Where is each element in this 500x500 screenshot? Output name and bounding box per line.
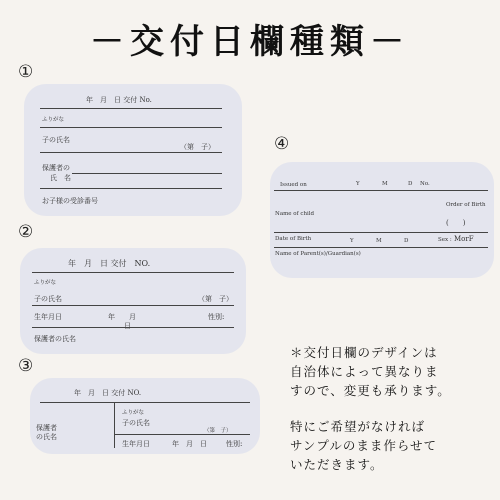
card-4-number: ④ <box>274 134 290 154</box>
card-1-furigana: ふりがな <box>42 117 65 123</box>
card-3-birth-date: 生年月日 <box>122 440 150 448</box>
card-3-sex: 性別: <box>226 440 243 448</box>
card-2-birth-ym: 年 月 <box>108 313 136 321</box>
card-3-divider <box>40 402 250 403</box>
note-paragraph-2: 特にご希望がなければ サンプルのまま作らせて いただきます。 <box>290 419 438 472</box>
card-4-y: Y <box>356 181 360 187</box>
card-4-sex-value: MorF <box>454 235 474 243</box>
page-title: －交付日欄種類－ <box>90 22 410 62</box>
card-4-name-of-parents: Name of Parent(s)/Guardian(s) <box>275 251 361 257</box>
card-1-divider <box>40 152 222 153</box>
card-4-date-of-birth: Date of Birth <box>275 236 312 242</box>
card-3-guardian-line1: 保護者 <box>36 424 57 432</box>
card-3-divider <box>114 434 250 435</box>
card-3-date-header: 年 月 日 交付 NO. <box>74 389 142 397</box>
card-4-no: No. <box>420 181 430 187</box>
card-3-number: ③ <box>18 356 34 376</box>
card-2-guardian: 保護者の氏名 <box>34 335 76 343</box>
card-1-divider <box>72 173 222 174</box>
card-1-divider <box>40 127 222 128</box>
card-2-date-header: 年 月 日 交付 NO. <box>68 259 151 268</box>
card-4-sex: Sex : <box>438 237 452 243</box>
card-3-child-name: 子の氏名 <box>122 419 150 427</box>
card-3-birth-order: （第 子） <box>204 428 232 434</box>
card-4-birth-y: Y <box>350 238 354 244</box>
card-2-divider <box>32 272 234 273</box>
card-1-child-name: 子の氏名 <box>42 136 70 144</box>
card-4-m: M <box>382 181 388 187</box>
card-2-birth-d: 日 <box>124 322 131 330</box>
card-4-name-of-child: Name of child <box>275 211 315 217</box>
card-4-birth-m: M <box>376 238 382 244</box>
card-1-number: ① <box>18 62 34 82</box>
card-2 <box>20 248 246 354</box>
card-1-divider <box>40 108 222 109</box>
card-1-guardian-line2: 氏 名 <box>50 174 71 182</box>
card-2-sex: 性別: <box>208 313 225 321</box>
card-1 <box>24 84 242 216</box>
note-paragraph-1: ＊交付日欄のデザインは 自治体によって異なりま すので、変更も承ります。 <box>290 345 451 398</box>
card-4-d: D <box>408 181 413 187</box>
card-1-date-header: 年 月 日 交付 No. <box>86 96 152 104</box>
card-1-divider <box>40 188 222 189</box>
card-3-furigana: ふりがな <box>122 410 145 416</box>
card-2-birth-date: 生年月日 <box>34 313 62 321</box>
card-2-child-name: 子の氏名 <box>34 295 62 303</box>
card-4-order-of-birth: Order of Birth <box>446 202 486 208</box>
card-4-divider <box>274 190 488 191</box>
card-2-divider <box>32 327 234 328</box>
note <box>290 343 451 491</box>
card-2-number: ② <box>18 222 34 242</box>
card-1-birth-order: （第 子） <box>180 143 215 151</box>
card-3-guardian-line2: の氏名 <box>36 433 57 441</box>
card-3 <box>30 378 260 454</box>
card-4-divider <box>274 232 488 233</box>
card-2-furigana: ふりがな <box>34 280 57 286</box>
card-2-birth-order: （第 子） <box>198 295 233 303</box>
card-3-birth-ymd: 年 月 日 <box>172 440 207 448</box>
card-4-parens: ( ) <box>446 219 466 227</box>
card-4 <box>270 162 494 278</box>
card-2-divider <box>32 305 234 306</box>
card-4-birth-d: D <box>404 238 409 244</box>
card-4-issued-on: Issued on <box>280 182 307 188</box>
card-1-certificate-no: お子様の受診番号 <box>42 197 98 205</box>
card-4-divider <box>274 247 488 248</box>
card-3-vertical-divider <box>114 402 115 448</box>
card-1-guardian-line1: 保護者の <box>42 164 70 172</box>
